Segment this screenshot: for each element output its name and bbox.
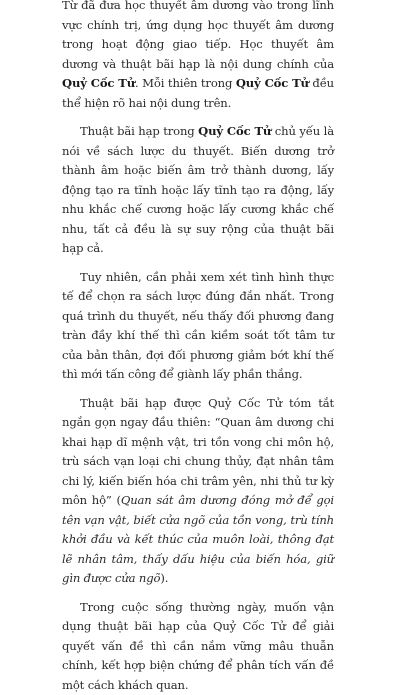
text-run: đều thể hiện rõ hai nội dung trên. [62, 76, 334, 110]
text-run: chủ yếu là nói về sách lược du thuyết. Biến dương trở thành âm hoặc biến âm trở thành dương, lấy động tạo ra tĩnh hoặc lấy tĩnh tạo ra động, lấy nhu khắc chế cương hoặc lấy cương khắc chế nhu, tất cả đều là sự suy rộng của thuật bãi hạp cả. [62, 124, 334, 255]
text-run: Trong cuộc sống thường ngày, muốn vận dụng thuật bãi hạp của Quỷ Cốc Tử để giải quyết vấn đề thì cần nắm vững mâu thuẫn chính, kết hợp biện chứng để phân tích vấn đề một cách khách quan. [62, 600, 334, 692]
text-run: Tuy nhiên, cần phải xem xét tình hình thực tế để chọn ra sách lược đúng đắn nhất. Trong quá trình du thuyết, nếu thấy đối phương đang tràn đầy khí thế thì cần kiềm soát tốt tâm tư của bản thân, đợi đối phương giảm bớt khí thế thì mới tấn công để giành lấy phần thắng. [62, 270, 334, 382]
bold-text: Quỷ Cốc Tử [62, 76, 135, 90]
book-page [62, 0, 334, 400]
text-run: Thuật bãi hạp trong [80, 124, 198, 138]
text-run: . Mỗi thiên trong [135, 76, 236, 90]
text-run: Từ đã đưa học thuyết âm dương vào trong lĩnh vực chính trị, ứng dụng học thuyết âm dương trong hoạt động giao tiếp. Học thuyết âm dương và thuật bãi hạp là nội dung chính của [62, 0, 334, 71]
paragraph [62, 268, 334, 385]
paragraph [62, 394, 334, 589]
bold-text: Quỷ Cốc Tử [198, 124, 271, 138]
paragraph [62, 0, 334, 113]
italic-text: Quan sát âm dương đóng mở để gọi tên vạn vật, biết cửa ngõ của tồn vong, trù tính khởi đầu và kết thúc của muôn loài, thông đạt lẽ nhân tâm, thấy dấu hiệu của biến hóa, giữ gìn được cửa ngõ [62, 493, 334, 585]
text-run: Thuật bãi hạp được Quỷ Cốc Tử tóm tắt ngắn gọn ngay đầu thiên: “Quan âm dương chi khai hạp dĩ mệnh vật, tri tồn vong chi môn hộ, trù sách vạn loại chi chung thủy, đạt nhân tâm chi lý, kiến biến hóa chi trâm yên, nhi thủ tư kỳ môn hộ” ( [62, 396, 334, 508]
paragraph [62, 598, 334, 695]
text-run: ). [160, 571, 168, 585]
bold-text: Quỷ Cốc Tử [236, 76, 309, 90]
body-text [62, 0, 334, 695]
paragraph [62, 122, 334, 259]
